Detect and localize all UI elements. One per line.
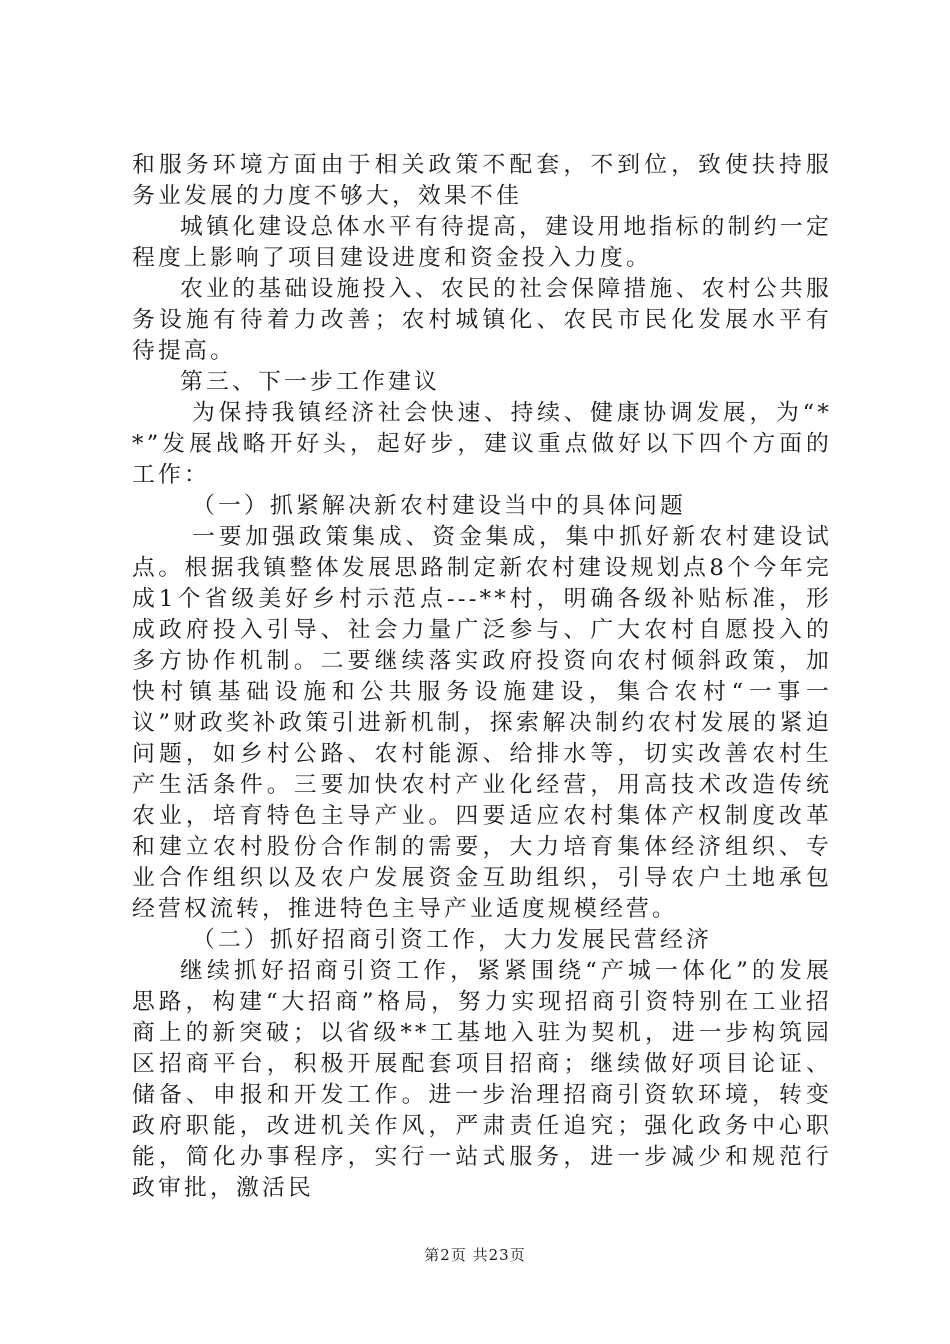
paragraph-urbanization: 城镇化建设总体水平有待提高，建设用地指标的制约一定程度上影响了项目建设进度和资金投入力度。 (132, 214, 832, 271)
paragraph-agriculture-infrastructure: 农业的基础设施投入、农民的社会保障措施、农村公共服务设施有待着力改善；农村城镇化、农民市民化发展水平有待提高。 (132, 276, 832, 364)
paragraph-intro-suggestions: 为保持我镇经济社会快速、持续、健康协调发展，为“**”发展战略开好头，起好步，建议重点做好以下四个方面的工作： (132, 400, 832, 488)
section-heading-suggestions: 第三、下一步工作建议 (180, 369, 440, 395)
paragraph-new-countryside: 一要加强政策集成、资金集成，集中抓好新农村建设试点。根据我镇整体发展思路制定新农村建设规划点8个今年完成1个省级美好乡村示范点---**村，明确各级补贴标准，形成政府投入引导、社会力量广泛参与、广大农村自愿投入的多方协作机制。二要继续落实政府投资向农村倾斜政策，加快村镇基础设施和公共服务设施建设，集合农村“一事一议”财政奖补政策引进新机制，探索解决制约农村发展的紧迫问题，如乡村公路、农村能源、给排水等，切实改善农村生产生活条件。三要加快农村产业化经营，用高技术改造传统农业，培育特色主导产业。四要适应农村集体产权制度改革和建立农村股份合作制的需要，大力培育集体经济组织、专业合作组织以及农户发展资金互助组织，引导农户土地承包经营权流转，推进特色主导产业适度规模经营。 (132, 524, 832, 922)
paragraph-service-environment: 和服务环境方面由于相关政策不配套，不到位，致使扶持服务业发展的力度不够大，效果不佳 (132, 152, 832, 209)
document-body (132, 150, 832, 1204)
subheading-new-countryside: （一）抓紧解决新农村建设当中的具体问题 (192, 493, 686, 519)
paragraph-investment: 继续抓好招商引资工作，紧紧围绕“产城一体化”的发展思路，构建“大招商”格局，努力实现招商引资特别在工业招商上的新突破；以省级**工基地入驻为契机，进一步构筑园区招商平台，积极开展配套项目招商；继续做好项目论证、储备、申报和开发工作。进一步治理招商引资软环境，转变政府职能，改进机关作风，严肃责任追究；强化政务中心职能，简化办事程序，实行一站式服务，进一步减少和规范行政审批，激活民 (132, 958, 832, 1201)
page-number-footer: 第2页 共23页 (424, 1246, 526, 1264)
subheading-investment: （二）抓好招商引资工作，大力发展民营经济 (192, 927, 712, 953)
